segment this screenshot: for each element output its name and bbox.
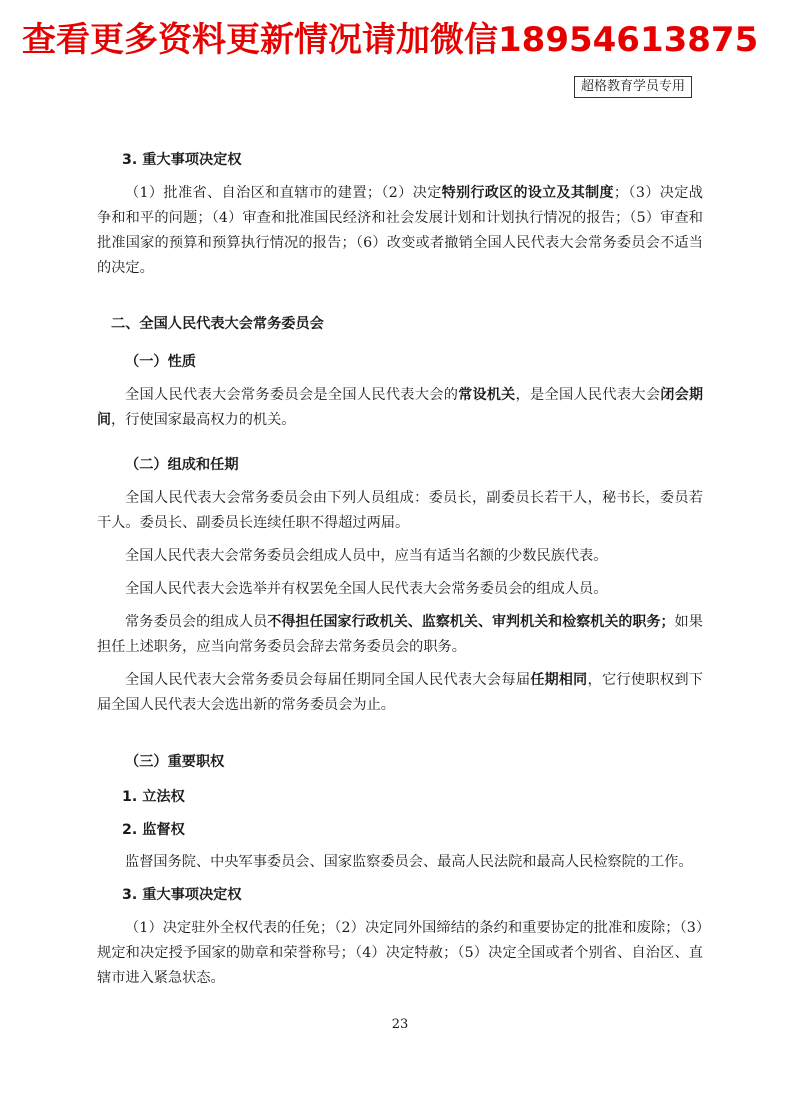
section-npcsc <box>97 312 703 337</box>
paragraph-composition-1: 全国人民代表大会常务委员会由下列人员组成：委员长，副委员长若干人，秘书长，委员若干人。委员长、副委员长连续任职不得超过两届。 <box>97 490 703 531</box>
paragraph-supervisory: 监督国务院、中央军事委员会、国家监察委员会、最高人民法院和最高人民检察院的工作。 <box>125 854 693 870</box>
heading-major-decisions: 3. 重大事项决定权 <box>122 152 242 168</box>
emphasis-span: 闭会期间 <box>97 387 703 428</box>
text-span: 全国人民代表大会常务委员会每届任期同全国人民代表大会每届 <box>125 672 531 688</box>
text-span: ，是全国人民代表大会 <box>515 387 661 403</box>
heading-composition: （二）组成和任期 <box>125 457 239 473</box>
text-span: 全国人民代表大会常务委员会是全国人民代表大会的 <box>125 387 459 403</box>
heading-nature: （一）性质 <box>125 354 196 370</box>
owner-tag: 超格教育学员专用 <box>574 76 692 98</box>
text-span: 如果担任上述职务，应当向常务委员会辞去常务委员会的职务。 <box>97 614 703 655</box>
text-span: 常务委员会的组成人员 <box>125 614 268 630</box>
text-span: ，行使国家最高权力的机关。 <box>111 412 296 428</box>
paragraph-composition-4 <box>97 610 703 660</box>
paragraph-nature <box>97 383 703 433</box>
section-a3 <box>97 148 703 281</box>
heading-legislative: 1. 立法权 <box>122 789 185 805</box>
watermark-banner: 查看更多资料更新情况请加微信18954613875 <box>22 20 759 60</box>
emphasis-span: 任期相同 <box>530 672 588 688</box>
heading-decisions: 3. 重大事项决定权 <box>122 887 242 903</box>
text-span: ；（3）决定战争和和平的问题；（4）审查和批准国民经济和社会发展计划和计划执行情况的报告；（5）审查和批准国家的预算和预算执行情况的报告；（6）改变或者撤销全国人民代表大会常务委员会不适当的决定。 <box>97 185 703 276</box>
paragraph-composition-3: 全国人民代表大会选举并有权罢免全国人民代表大会常务委员会的组成人员。 <box>125 581 608 597</box>
text-span: （1）批准省、自治区和直辖市的建置；（2）决定 <box>125 185 442 201</box>
paragraph-composition-5 <box>97 668 703 718</box>
page-number: 23 <box>391 1017 409 1032</box>
heading-powers: （三）重要职权 <box>125 754 225 770</box>
emphasis-span: 不得担任国家行政机关、监察机关、审判机关和检察机关的职务； <box>267 614 675 630</box>
heading-supervisory: 2. 监督权 <box>122 822 185 838</box>
paragraph-major-decisions <box>97 181 703 281</box>
paragraph-decisions: （1）决定驻外全权代表的任免；（2）决定同外国缔结的条约和重要协定的批准和废除；（3）规定和决定授予国家的勋章和荣誉称号；（4）决定特赦；（5）决定全国或者个别省、自治区、直辖市进入紧急状态。 <box>97 920 703 986</box>
emphasis-span: 常设机关 <box>458 387 516 403</box>
emphasis-span: 特别行政区的设立及其制度 <box>441 185 614 201</box>
subsection-composition <box>97 453 703 718</box>
text-span: ，它行使职权到下届全国人民代表大会选出新的常务委员会为止。 <box>97 672 703 713</box>
heading-npcsc: 二、全国人民代表大会常务委员会 <box>111 316 324 332</box>
subsection-nature <box>97 350 703 433</box>
subsection-powers <box>97 750 703 991</box>
paragraph-composition-2: 全国人民代表大会常务委员会组成人员中，应当有适当名额的少数民族代表。 <box>125 548 608 564</box>
